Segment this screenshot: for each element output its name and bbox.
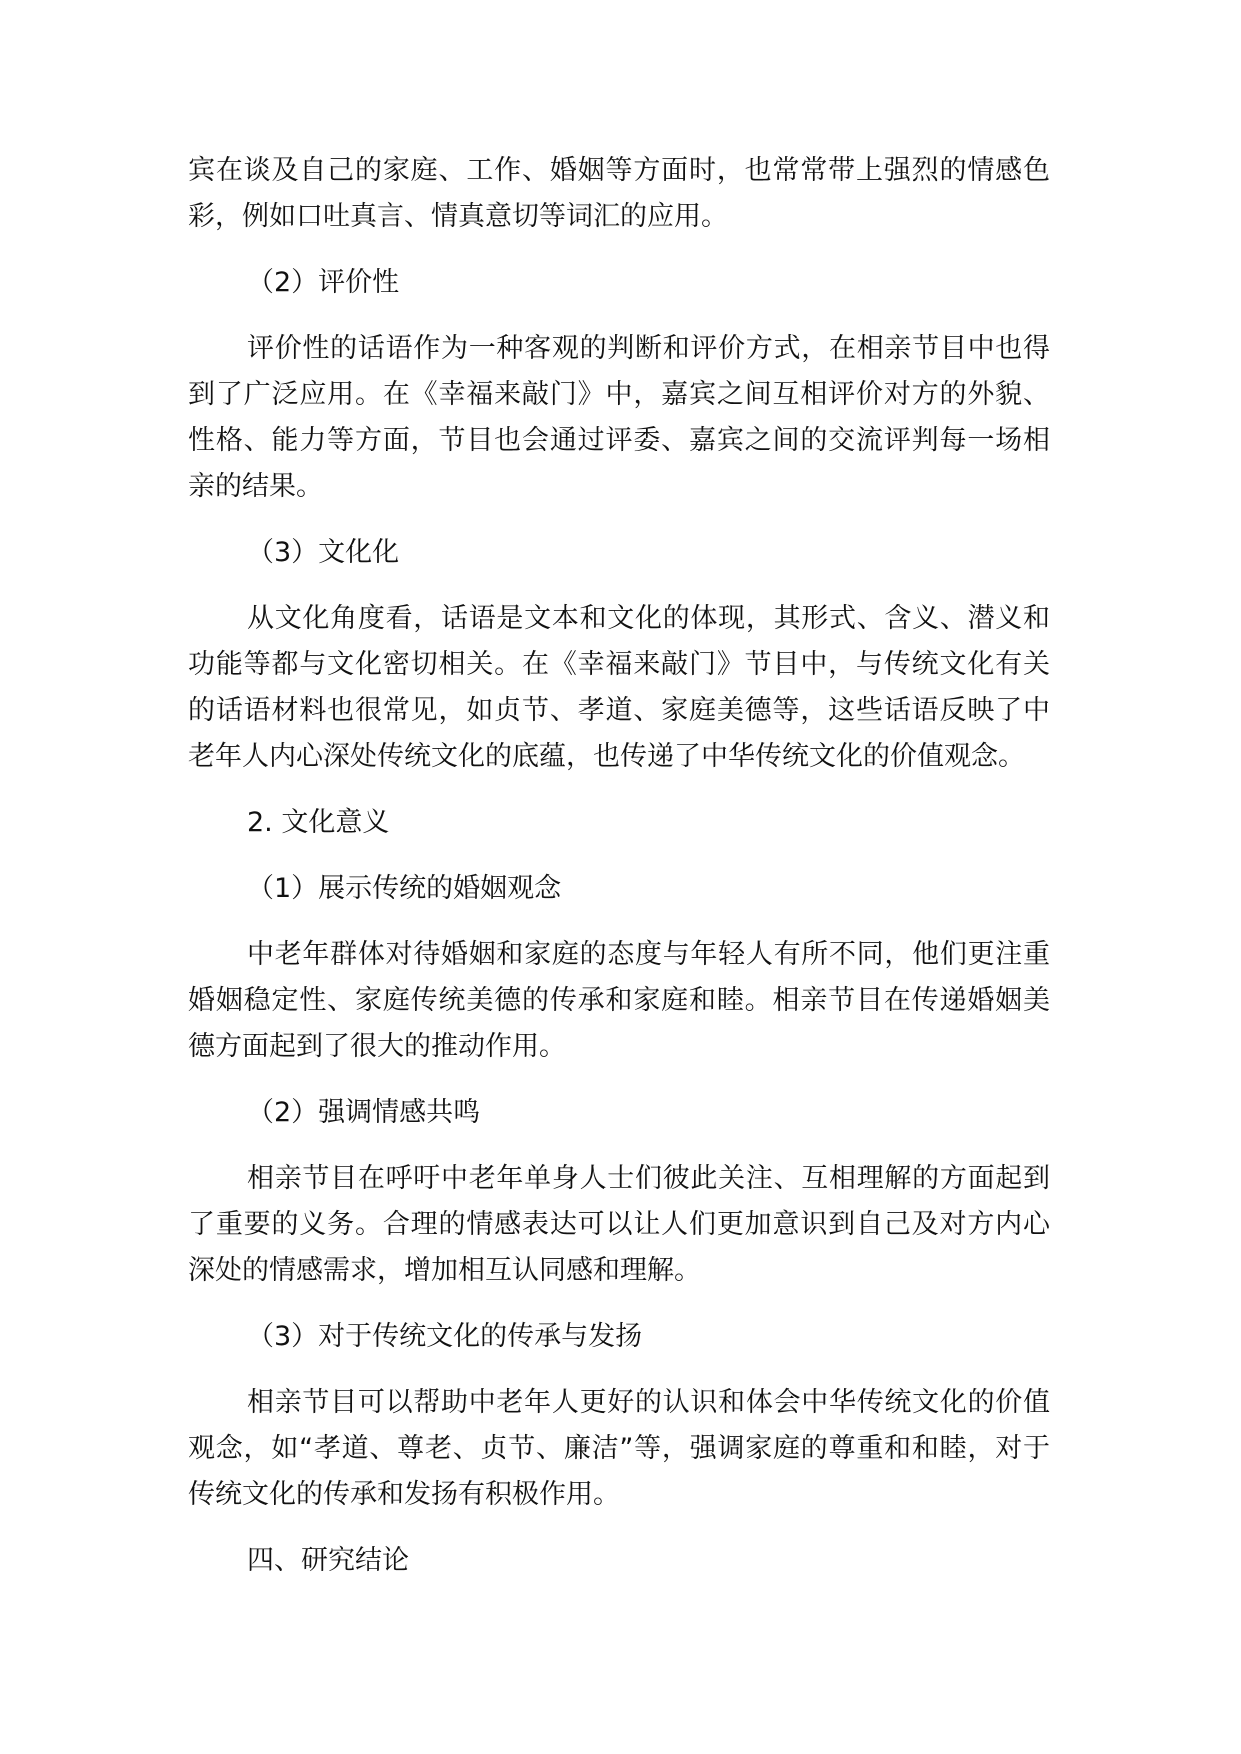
subheading-culturalization: （3）文化化: [247, 537, 400, 568]
paragraph-culturalization: 从文化角度看，话语是文本和文化的体现，其形式、含义、潜义和功能等都与文化密切相关。在《幸福来敲门》节目中，与传统文化有关的话语材料也很常见，如贞节、孝道、家庭美德等，这些话语反映了中老年人内心深处传统文化的底蕴，也传递了中华传统文化的价值观念。: [188, 603, 1050, 772]
section-heading-conclusion: 四、研究结论: [247, 1545, 409, 1576]
paragraph-traditional-marriage: 中老年群体对待婚姻和家庭的态度与年轻人有所不同，他们更注重婚姻稳定性、家庭传统美德的传承和家庭和睦。相亲节目在传递婚姻美德方面起到了很大的推动作用。: [188, 939, 1050, 1062]
document-page: [188, 148, 1050, 1584]
paragraph-continued: 宾在谈及自己的家庭、工作、婚姻等方面时，也常常带上强烈的情感色彩，例如口吐真言、情真意切等词汇的应用。: [188, 155, 1050, 232]
paragraph-cultural-inheritance: 相亲节目可以帮助中老年人更好的认识和体会中华传统文化的价值观念，如“孝道、尊老、贞节、廉洁”等，强调家庭的尊重和和睦，对于传统文化的传承和发扬有积极作用。: [188, 1387, 1050, 1510]
paragraph-evaluative: 评价性的话语作为一种客观的判断和评价方式，在相亲节目中也得到了广泛应用。在《幸福来敲门》中，嘉宾之间互相评价对方的外貌、性格、能力等方面，节目也会通过评委、嘉宾之间的交流评判每一场相亲的结果。: [188, 333, 1050, 502]
section-heading-cultural-significance: 2. 文化意义: [247, 807, 390, 838]
paragraph-emotional-resonance: 相亲节目在呼吁中老年单身人士们彼此关注、互相理解的方面起到了重要的义务。合理的情感表达可以让人们更加意识到自己及对方内心深处的情感需求，增加相互认同感和理解。: [188, 1163, 1050, 1286]
subheading-emotional-resonance: （2）强调情感共鸣: [247, 1097, 481, 1128]
subheading-evaluative: （2）评价性: [247, 267, 400, 298]
subheading-cultural-inheritance: （3）对于传统文化的传承与发扬: [247, 1321, 643, 1352]
subheading-traditional-marriage: （1）展示传统的婚姻观念: [247, 873, 562, 904]
